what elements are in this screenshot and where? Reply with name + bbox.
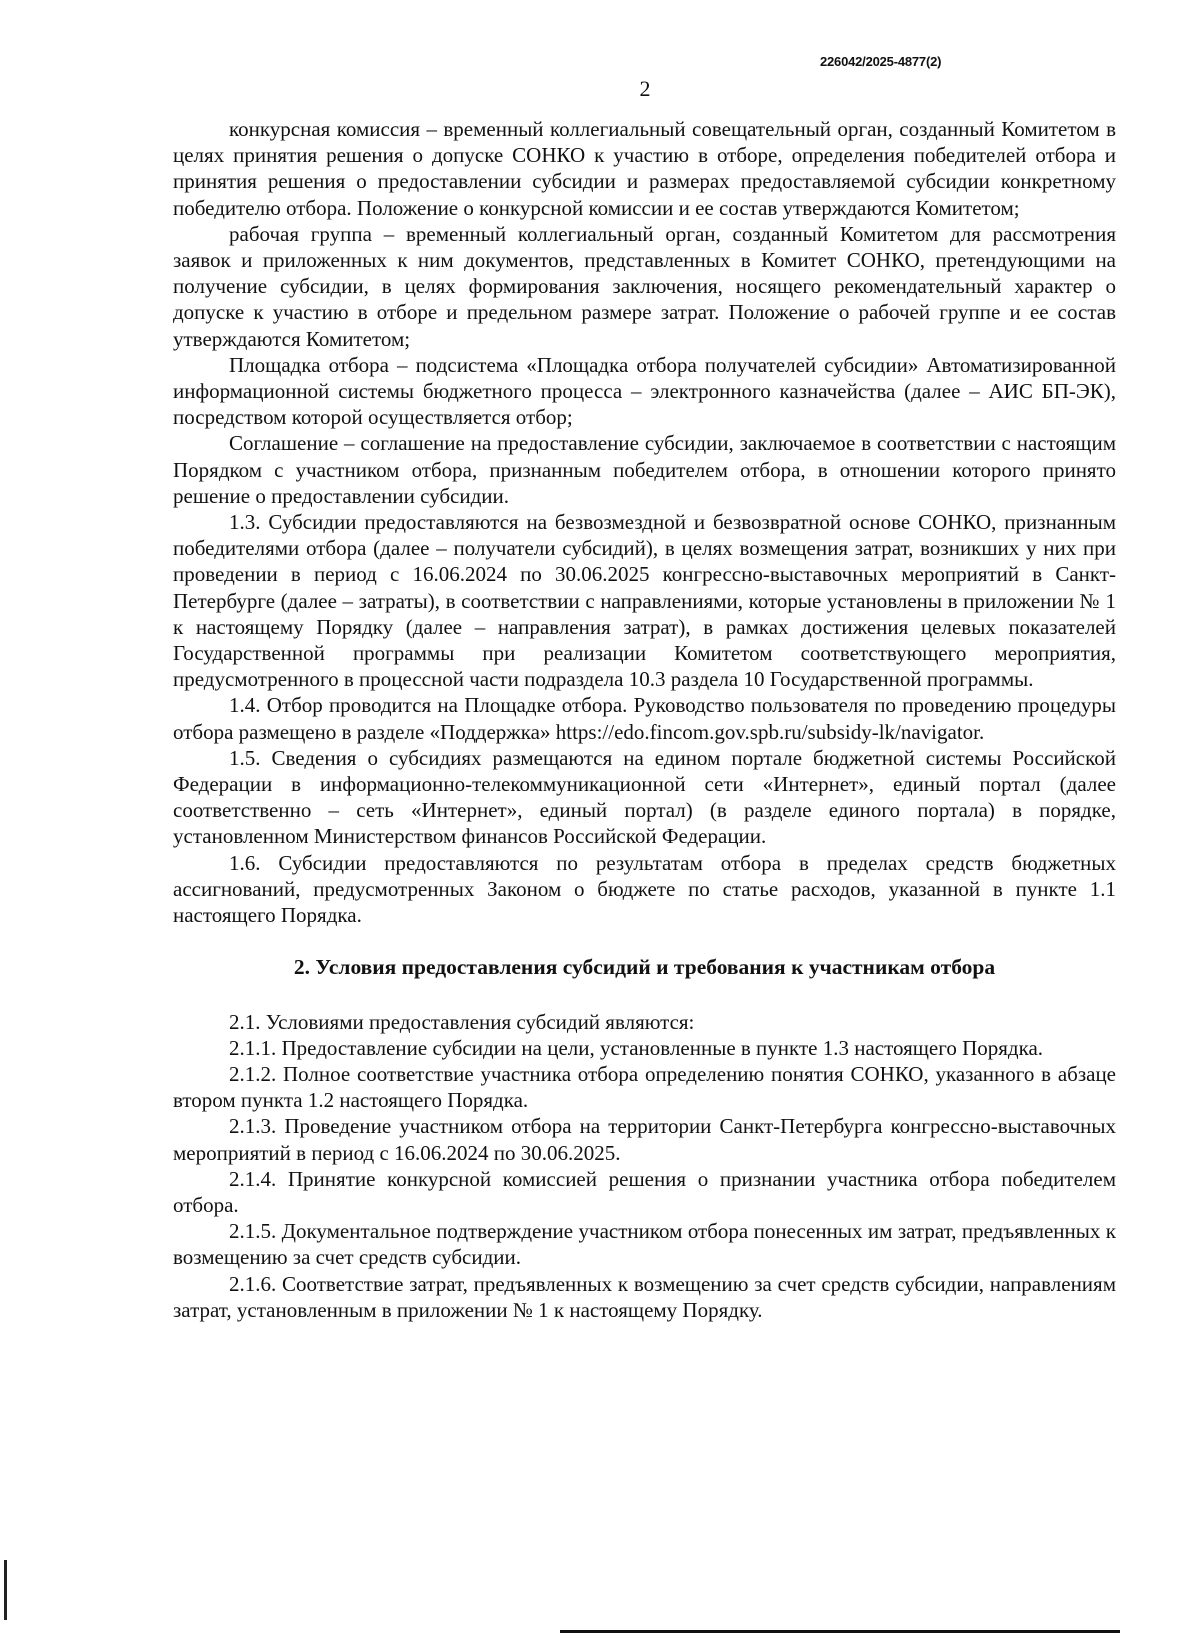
document-registration-number: 226042/2025-4877(2) — [820, 54, 942, 69]
paragraph-agreement: Соглашение – соглашение на предоставление субсидии, заключаемое в соответствии с настоящим Порядком с участником отбора, признанным победителем отбора, в отношении которого принято решение о предоставлении субсидии. — [173, 431, 1116, 508]
paragraph-2-1: 2.1. Условиями предоставления субсидий являются: — [229, 1009, 695, 1034]
paragraph-2-1-6: 2.1.6. Соответствие затрат, предъявленных к возмещению за счет средств субсидии, направлениям затрат, установленным в приложении № 1 к настоящему Порядку. — [173, 1271, 1116, 1322]
paragraph-working-group: рабочая группа – временный коллегиальный орган, созданный Комитетом для рассмотрения заявок и приложенных к ним документов, представленных в Комитет СОНКО, претендующими на получение субсидии, в целях формирования заключения, носящего рекомендательный характер о допуске к участию в отборе и предельном размере затрат. Положение о рабочей группе и ее состав утверждаются Комитетом; — [173, 221, 1116, 351]
scan-edge-mark — [4, 1560, 7, 1620]
page-number: 2 — [639, 76, 651, 101]
document-body — [173, 116, 1116, 1323]
paragraph-2-1-1: 2.1.1. Предоставление субсидии на цели, установленные в пункте 1.3 настоящего Порядка. — [229, 1035, 1044, 1060]
paragraph-2-1-4: 2.1.4. Принятие конкурсной комиссией решения о признании участника отбора победителем отбора. — [173, 1166, 1116, 1217]
paragraph-1-3: 1.3. Субсидии предоставляются на безвозмездной и безвозвратной основе СОНКО, признанным победителями отбора (далее – получатели субсидий), в целях возмещения затрат, возникших у них при проведении в период с 16.06.2024 по 30.06.2025 конгрессно-выставочных мероприятий в Санкт-Петербурге (далее – затраты), в соответствии с направлениями, которые установлены в приложении № 1 к настоящему Порядку (далее – направления затрат), в рамках достижения целевых показателей Государственной программы при реализации Комитетом соответствующего мероприятия, предусмотренного в процессной части подраздела 10.3 раздела 10 Государственной программы. — [173, 510, 1116, 692]
section-heading: 2. Условия предоставления субсидий и требования к участникам отбора — [293, 955, 996, 980]
paragraph-2-1-5: 2.1.5. Документальное подтверждение участником отбора понесенных им затрат, предъявленных к возмещению за счет средств субсидии. — [173, 1219, 1116, 1270]
paragraph-1-4: 1.4. Отбор проводится на Площадке отбора. Руководство пользователя по проведению процедуры отбора размещено в разделе «Поддержка» https://edo.fincom.gov.spb.ru/subsidy-lk/navigator. — [173, 693, 1116, 744]
paragraph-competition-commission: конкурсная комиссия – временный коллегиальный совещательный орган, созданный Комитетом в целях принятия решения о допуске СОНКО к участию в отборе, определения победителей отбора и принятия решения о предоставлении субсидии и размерах предоставляемой субсидии конкретному победителю отбора. Положение о конкурсной комиссии и ее состав утверждаются Комитетом; — [173, 117, 1116, 220]
paragraph-1-5: 1.5. Сведения о субсидиях размещаются на едином портале бюджетной системы Российской Федерации в информационно-телекоммуникационной сети «Интернет», единый портал (далее соответственно – сеть «Интернет», единый портал) (в разделе единого портала) в порядке, установленном Министерством финансов Российской Федерации. — [173, 745, 1116, 849]
paragraph-2-1-3: 2.1.3. Проведение участником отбора на территории Санкт-Петербурга конгрессно-выставочных мероприятий в период с 16.06.2024 по 30.06.2025. — [173, 1114, 1116, 1165]
paragraph-1-6: 1.6. Субсидии предоставляются по результатам отбора в пределах средств бюджетных ассигнований, предусмотренных Законом о бюджете по статье расходов, указанной в пункте 1.1 настоящего Порядка. — [173, 850, 1116, 928]
scan-bottom-line — [560, 1630, 1120, 1633]
paragraph-selection-platform: Площадка отбора – подсистема «Площадка отбора получателей субсидии» Автоматизированной информационной системы бюджетного процесса – электронного казначейства (далее – АИС БП-ЭК), посредством которой осуществляется отбор; — [173, 352, 1116, 430]
paragraph-2-1-2: 2.1.2. Полное соответствие участника отбора определению понятия СОНКО, указанного в абзаце втором пункта 1.2 настоящего Порядка. — [173, 1061, 1116, 1113]
